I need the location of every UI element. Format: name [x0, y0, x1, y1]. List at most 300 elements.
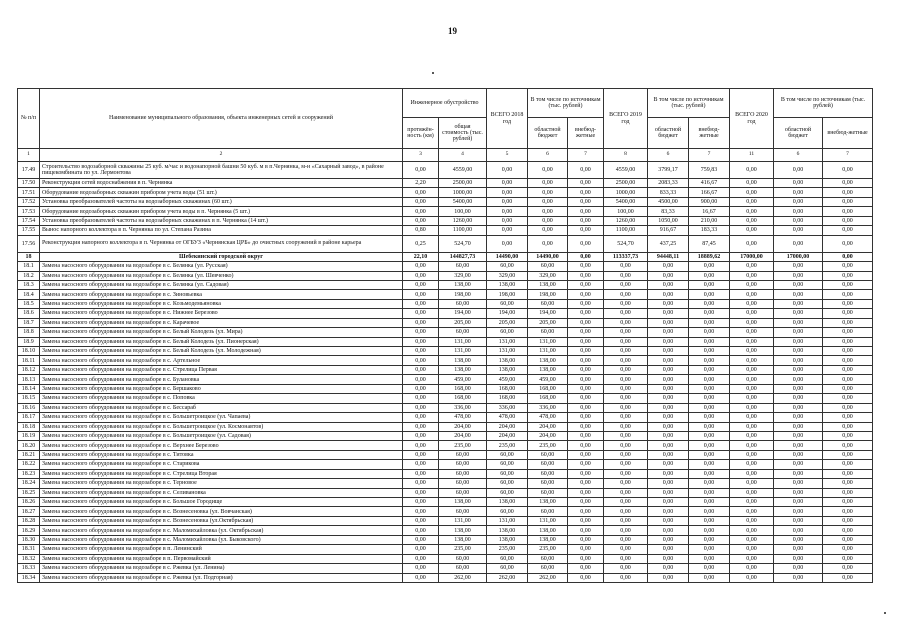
- row-number: 18.34: [18, 573, 40, 582]
- row-number: 18.3: [18, 280, 40, 289]
- row-total-2019: 0,00: [604, 375, 648, 384]
- row-extra-2018: 0,00: [568, 262, 604, 271]
- row-regional-2020: 0,00: [774, 441, 823, 450]
- row-length: 0,00: [403, 162, 439, 179]
- table-row: [18, 262, 873, 271]
- row-regional-2018: 0,00: [528, 197, 568, 206]
- row-number: 17.56: [18, 235, 40, 252]
- row-cost: 1260,00: [439, 216, 487, 225]
- row-cost: 60,00: [439, 507, 487, 516]
- row-regional-2020: 0,00: [774, 516, 823, 525]
- row-regional-2019: 0,00: [648, 507, 689, 516]
- row-regional-2018: 60,00: [528, 262, 568, 271]
- row-cost: 204,00: [439, 422, 487, 431]
- row-cost: 1100,00: [439, 226, 487, 235]
- row-number: 18.32: [18, 554, 40, 563]
- row-regional-2020: 17000,00: [774, 252, 823, 261]
- row-total-2019: 0,00: [604, 384, 648, 393]
- row-cost: 60,00: [439, 564, 487, 573]
- row-number: 18.10: [18, 347, 40, 356]
- row-regional-2019: 0,00: [648, 479, 689, 488]
- row-total-2020: 0,00: [730, 365, 774, 374]
- table-row: [18, 431, 873, 440]
- row-total-2019: 0,00: [604, 337, 648, 346]
- row-extra-2019: 0,00: [689, 516, 730, 525]
- row-extra-2018: 0,00: [568, 450, 604, 459]
- header-total-2020: ВСЕГО 2020 год: [730, 89, 774, 149]
- row-extra-2020: 0,00: [823, 226, 873, 235]
- table-row: [18, 422, 873, 431]
- row-extra-2020: 0,00: [823, 262, 873, 271]
- row-extra-2019: 0,00: [689, 413, 730, 422]
- row-name: Замена насосного оборудования на водозаборе в с. Булановка: [40, 375, 403, 384]
- row-total-2019: 0,00: [604, 403, 648, 412]
- row-cost: 1000,00: [439, 188, 487, 197]
- row-extra-2019: 0,00: [689, 328, 730, 337]
- row-length: 0,00: [403, 545, 439, 554]
- row-length: 0,00: [403, 479, 439, 488]
- column-number: 8: [604, 149, 648, 162]
- row-regional-2020: 0,00: [774, 460, 823, 469]
- row-total-2018: 131,00: [487, 337, 528, 346]
- row-extra-2018: 0,00: [568, 441, 604, 450]
- row-extra-2019: 0,00: [689, 299, 730, 308]
- row-cost: 198,00: [439, 290, 487, 299]
- row-cost: 138,00: [439, 365, 487, 374]
- row-regional-2019: 0,00: [648, 498, 689, 507]
- row-total-2020: 0,00: [730, 535, 774, 544]
- row-total-2018: 235,00: [487, 545, 528, 554]
- row-length: 0,00: [403, 299, 439, 308]
- row-name: Замена насосного оборудования на водозаборе в с. Большое Городище: [40, 498, 403, 507]
- row-name: Строительство водозаборной скважины 25 куб. м/час и водонапорной башни 50 куб. м в п.Чернянка, м-н «Сахарный завод», в районе пищекомбината по ул. Лермонтова: [40, 162, 403, 179]
- row-length: 0,25: [403, 235, 439, 252]
- row-regional-2019: 0,00: [648, 450, 689, 459]
- row-name: Замена насосного оборудования на водозаборе в п. Ленинский: [40, 545, 403, 554]
- row-total-2019: 0,00: [604, 516, 648, 525]
- row-extra-2018: 0,00: [568, 431, 604, 440]
- row-length: 0,00: [403, 188, 439, 197]
- row-name: Реконструкция напорного коллектора в п. Чернянка от ОГБУЗ «Чернянская ЦРБ» до очистных сооружений в районе карьера: [40, 235, 403, 252]
- row-regional-2020: 0,00: [774, 188, 823, 197]
- row-extra-2020: 0,00: [823, 498, 873, 507]
- row-name: Замена насосного оборудования на водозаборе в с. Белый Колодезь (ул. Молодежная): [40, 347, 403, 356]
- row-name: Замена насосного оборудования на водозаборе в с. Нижнее Березово: [40, 309, 403, 318]
- row-regional-2019: 0,00: [648, 422, 689, 431]
- scan-speck: [884, 612, 886, 614]
- row-total-2019: 0,00: [604, 431, 648, 440]
- row-regional-2020: 0,00: [774, 394, 823, 403]
- table-row: [18, 328, 873, 337]
- row-total-2019: 0,00: [604, 365, 648, 374]
- row-regional-2020: 0,00: [774, 271, 823, 280]
- row-number: 18.16: [18, 403, 40, 412]
- row-cost: 329,00: [439, 271, 487, 280]
- row-total-2019: 1000,00: [604, 188, 648, 197]
- row-number: 17.52: [18, 197, 40, 206]
- column-number: 6: [528, 149, 568, 162]
- row-total-2019: 5400,00: [604, 197, 648, 206]
- row-name: Шебекинский городской округ: [40, 252, 403, 261]
- row-number: 18.13: [18, 375, 40, 384]
- row-extra-2018: 0,00: [568, 479, 604, 488]
- row-total-2020: 0,00: [730, 573, 774, 582]
- row-name: Замена насосного оборудования на водозаборе в с. Ржевка (ул. Ленина): [40, 564, 403, 573]
- row-extra-2018: 0,00: [568, 564, 604, 573]
- row-total-2018: 459,00: [487, 375, 528, 384]
- row-extra-2019: 416,67: [689, 179, 730, 188]
- row-extra-2020: 0,00: [823, 573, 873, 582]
- row-extra-2018: 0,00: [568, 290, 604, 299]
- row-extra-2020: 0,00: [823, 422, 873, 431]
- row-extra-2018: 0,00: [568, 384, 604, 393]
- row-regional-2018: 60,00: [528, 469, 568, 478]
- row-total-2018: 60,00: [487, 564, 528, 573]
- row-total-2019: 2500,00: [604, 179, 648, 188]
- row-extra-2019: 900,00: [689, 197, 730, 206]
- row-total-2019: 0,00: [604, 526, 648, 535]
- header-sources-2020: В том числе по источникам (тыс. рублей): [774, 89, 873, 118]
- row-total-2020: 0,00: [730, 280, 774, 289]
- row-extra-2018: 0,00: [568, 188, 604, 197]
- row-length: 22,10: [403, 252, 439, 261]
- row-name: Оборудование водозаборных скважин прибором учета воды в п. Чернянка (5 шт.): [40, 207, 403, 216]
- row-name: Замена насосного оборудования на водозаборе в с. Белый Колодезь (ул. Мира): [40, 328, 403, 337]
- row-name: Замена насосного оборудования на водозаборе в с. Бершаково: [40, 384, 403, 393]
- row-length: 0,00: [403, 413, 439, 422]
- row-length: 0,00: [403, 262, 439, 271]
- row-regional-2018: 204,00: [528, 431, 568, 440]
- row-regional-2018: 168,00: [528, 394, 568, 403]
- row-regional-2018: 336,00: [528, 403, 568, 412]
- row-regional-2018: 0,00: [528, 162, 568, 179]
- row-total-2018: 168,00: [487, 394, 528, 403]
- row-total-2018: 138,00: [487, 356, 528, 365]
- table-row: [18, 347, 873, 356]
- row-extra-2019: 0,00: [689, 554, 730, 563]
- row-extra-2020: 0,00: [823, 479, 873, 488]
- column-number: 11: [730, 149, 774, 162]
- row-regional-2019: 0,00: [648, 469, 689, 478]
- row-cost: 262,00: [439, 573, 487, 582]
- row-total-2018: 60,00: [487, 460, 528, 469]
- table-row: [18, 318, 873, 327]
- row-name: Замена насосного оборудования на водозаборе в с. Большетроицкое (ул. Чапаева): [40, 413, 403, 422]
- row-extra-2018: 0,00: [568, 252, 604, 261]
- row-extra-2019: 0,00: [689, 488, 730, 497]
- table-row: [18, 526, 873, 535]
- row-name: Замена насосного оборудования на водозаборе в с. Карачевое: [40, 318, 403, 327]
- header-sources-2019: В том числе по источникам (тыс. рублей): [648, 89, 730, 118]
- row-total-2019: 0,00: [604, 299, 648, 308]
- row-extra-2020: 0,00: [823, 554, 873, 563]
- column-number: 7: [689, 149, 730, 162]
- column-number: 7: [823, 149, 873, 162]
- row-name: Замена насосного оборудования на водозаборе в с. Поповка: [40, 394, 403, 403]
- row-extra-2019: 0,00: [689, 356, 730, 365]
- row-extra-2018: 0,00: [568, 197, 604, 206]
- row-extra-2018: 0,00: [568, 216, 604, 225]
- table-row: [18, 573, 873, 582]
- row-extra-2020: 0,00: [823, 403, 873, 412]
- row-regional-2020: 0,00: [774, 197, 823, 206]
- row-extra-2020: 0,00: [823, 441, 873, 450]
- row-regional-2019: 0,00: [648, 554, 689, 563]
- row-extra-2019: 0,00: [689, 271, 730, 280]
- row-cost: 60,00: [439, 479, 487, 488]
- row-extra-2020: 0,00: [823, 179, 873, 188]
- row-total-2020: 0,00: [730, 197, 774, 206]
- row-regional-2018: 459,00: [528, 375, 568, 384]
- page-number: 19: [448, 26, 457, 36]
- row-cost: 205,00: [439, 318, 487, 327]
- row-total-2020: 0,00: [730, 290, 774, 299]
- row-extra-2020: 0,00: [823, 375, 873, 384]
- row-regional-2018: 60,00: [528, 554, 568, 563]
- row-regional-2020: 0,00: [774, 162, 823, 179]
- row-total-2019: 0,00: [604, 356, 648, 365]
- table-row: [18, 460, 873, 469]
- row-extra-2020: 0,00: [823, 535, 873, 544]
- row-extra-2020: 0,00: [823, 252, 873, 261]
- row-extra-2020: 0,00: [823, 337, 873, 346]
- table-row: [18, 375, 873, 384]
- row-extra-2020: 0,00: [823, 450, 873, 459]
- table-row: [18, 479, 873, 488]
- row-total-2019: 0,00: [604, 262, 648, 271]
- row-regional-2020: 0,00: [774, 554, 823, 563]
- table-row: [18, 394, 873, 403]
- row-total-2019: 0,00: [604, 280, 648, 289]
- row-length: 0,00: [403, 318, 439, 327]
- row-extra-2018: 0,00: [568, 507, 604, 516]
- row-total-2020: 0,00: [730, 328, 774, 337]
- table-row: [18, 235, 873, 252]
- row-regional-2020: 0,00: [774, 535, 823, 544]
- row-extra-2018: 0,00: [568, 460, 604, 469]
- row-total-2020: 0,00: [730, 216, 774, 225]
- table-row: [18, 554, 873, 563]
- row-extra-2020: 0,00: [823, 413, 873, 422]
- row-total-2018: 60,00: [487, 488, 528, 497]
- row-regional-2019: 0,00: [648, 384, 689, 393]
- header-engineering: Инженерное обустройство: [403, 89, 487, 118]
- row-regional-2019: 0,00: [648, 318, 689, 327]
- row-extra-2020: 0,00: [823, 197, 873, 206]
- row-total-2018: 194,00: [487, 309, 528, 318]
- row-total-2019: 4559,00: [604, 162, 648, 179]
- row-length: 0,00: [403, 309, 439, 318]
- header-cost: общая стоимость (тыс. рублей): [439, 118, 487, 149]
- row-name: Замена насосного оборудования на водозаборе в с. Ржевка (ул. Подгорная): [40, 573, 403, 582]
- row-cost: 235,00: [439, 441, 487, 450]
- column-number: 2: [40, 149, 403, 162]
- row-regional-2018: 60,00: [528, 564, 568, 573]
- row-length: 0,00: [403, 516, 439, 525]
- row-regional-2020: 0,00: [774, 403, 823, 412]
- row-total-2018: 204,00: [487, 431, 528, 440]
- row-number: 18.27: [18, 507, 40, 516]
- row-number: 18.18: [18, 422, 40, 431]
- row-number: 18.7: [18, 318, 40, 327]
- row-extra-2018: 0,00: [568, 535, 604, 544]
- row-extra-2019: 210,00: [689, 216, 730, 225]
- row-regional-2018: 204,00: [528, 422, 568, 431]
- row-cost: 60,00: [439, 460, 487, 469]
- table-row: [18, 516, 873, 525]
- header-regional-2020: областной бюджет: [774, 118, 823, 149]
- row-total-2019: 0,00: [604, 479, 648, 488]
- row-regional-2020: 0,00: [774, 573, 823, 582]
- row-extra-2020: 0,00: [823, 507, 873, 516]
- row-extra-2020: 0,00: [823, 356, 873, 365]
- row-regional-2020: 0,00: [774, 347, 823, 356]
- row-cost: 524,70: [439, 235, 487, 252]
- row-number: 18.22: [18, 460, 40, 469]
- row-extra-2020: 0,00: [823, 309, 873, 318]
- row-regional-2020: 0,00: [774, 318, 823, 327]
- row-number: 18.8: [18, 328, 40, 337]
- row-total-2018: 60,00: [487, 450, 528, 459]
- row-regional-2018: 0,00: [528, 188, 568, 197]
- row-regional-2019: 0,00: [648, 460, 689, 469]
- row-number: 17.54: [18, 216, 40, 225]
- row-length: 0,00: [403, 460, 439, 469]
- table-row: [18, 216, 873, 225]
- row-regional-2020: 0,00: [774, 375, 823, 384]
- row-total-2020: 0,00: [730, 384, 774, 393]
- row-extra-2020: 0,00: [823, 207, 873, 216]
- header-extra-2019: внебюд-жетные: [689, 118, 730, 149]
- row-total-2019: 0,00: [604, 318, 648, 327]
- row-total-2018: 0,00: [487, 216, 528, 225]
- row-length: 0,00: [403, 507, 439, 516]
- row-length: 0,00: [403, 280, 439, 289]
- row-total-2018: 262,00: [487, 573, 528, 582]
- table-row: [18, 413, 873, 422]
- row-regional-2018: 0,00: [528, 179, 568, 188]
- row-cost: 60,00: [439, 450, 487, 459]
- row-extra-2018: 0,00: [568, 516, 604, 525]
- row-regional-2020: 0,00: [774, 450, 823, 459]
- row-length: 0,00: [403, 207, 439, 216]
- row-total-2020: 0,00: [730, 498, 774, 507]
- row-extra-2018: 0,00: [568, 422, 604, 431]
- district-row: [18, 252, 873, 261]
- header-total-2019: ВСЕГО 2019 год: [604, 89, 648, 149]
- row-regional-2019: 0,00: [648, 441, 689, 450]
- table-row: [18, 403, 873, 412]
- column-number-row: [18, 149, 873, 162]
- row-total-2020: 0,00: [730, 162, 774, 179]
- row-total-2020: 0,00: [730, 507, 774, 516]
- table-row: [18, 188, 873, 197]
- row-total-2019: 1260,00: [604, 216, 648, 225]
- row-extra-2018: 0,00: [568, 162, 604, 179]
- row-total-2020: 0,00: [730, 488, 774, 497]
- row-regional-2019: 0,00: [648, 375, 689, 384]
- row-name: Замена насосного оборудования на водозаборе в с. Верхнее Березово: [40, 441, 403, 450]
- table-row: [18, 290, 873, 299]
- row-total-2020: 0,00: [730, 309, 774, 318]
- row-length: 0,00: [403, 394, 439, 403]
- row-extra-2020: 0,00: [823, 280, 873, 289]
- row-length: 0,00: [403, 422, 439, 431]
- row-total-2018: 138,00: [487, 280, 528, 289]
- row-extra-2020: 0,00: [823, 347, 873, 356]
- row-name: Замена насосного оборудования на водозаборе в с. Белянка (ул. Шевченко): [40, 271, 403, 280]
- row-extra-2018: 0,00: [568, 573, 604, 582]
- row-regional-2018: 131,00: [528, 337, 568, 346]
- row-extra-2018: 0,00: [568, 179, 604, 188]
- row-total-2020: 0,00: [730, 207, 774, 216]
- row-extra-2018: 0,00: [568, 356, 604, 365]
- row-total-2020: 0,00: [730, 479, 774, 488]
- table-row: [18, 488, 873, 497]
- row-extra-2018: 0,00: [568, 337, 604, 346]
- row-total-2020: 0,00: [730, 422, 774, 431]
- row-extra-2018: 0,00: [568, 375, 604, 384]
- row-name: Замена насосного оборудования на водозаборе в с. Козьмодемьяновка: [40, 299, 403, 308]
- row-regional-2018: 0,00: [528, 216, 568, 225]
- row-regional-2019: 0,00: [648, 394, 689, 403]
- row-number: 18.4: [18, 290, 40, 299]
- column-number: 4: [439, 149, 487, 162]
- row-total-2018: 138,00: [487, 526, 528, 535]
- row-total-2020: 0,00: [730, 226, 774, 235]
- row-number: 18.15: [18, 394, 40, 403]
- row-regional-2018: 235,00: [528, 441, 568, 450]
- row-cost: 138,00: [439, 535, 487, 544]
- row-length: 0,80: [403, 226, 439, 235]
- row-total-2018: 60,00: [487, 479, 528, 488]
- row-length: 0,00: [403, 498, 439, 507]
- row-regional-2019: 437,25: [648, 235, 689, 252]
- row-total-2019: 100,00: [604, 207, 648, 216]
- row-total-2018: 168,00: [487, 384, 528, 393]
- row-name: Оборудование водозаборных скважин прибором учета воды (51 шт.): [40, 188, 403, 197]
- row-total-2018: 336,00: [487, 403, 528, 412]
- row-extra-2020: 0,00: [823, 526, 873, 535]
- row-name: Замена насосного оборудования на водозаборе в с. Стрелица Первая: [40, 365, 403, 374]
- row-total-2019: 0,00: [604, 328, 648, 337]
- row-number: 18.21: [18, 450, 40, 459]
- row-total-2019: 0,00: [604, 488, 648, 497]
- row-cost: 138,00: [439, 280, 487, 289]
- header-extra-2018: внебюд-жетные: [568, 118, 604, 149]
- row-name: Замена насосного оборудования на водозаборе в с. Селивановка: [40, 488, 403, 497]
- row-name: Замена насосного оборудования на водозаборе в с. Маломихайловка (ул. Октябрьская): [40, 526, 403, 535]
- row-length: 0,00: [403, 290, 439, 299]
- table-body: [18, 162, 873, 583]
- row-extra-2019: 0,00: [689, 573, 730, 582]
- row-total-2019: 0,00: [604, 573, 648, 582]
- row-regional-2020: 0,00: [774, 365, 823, 374]
- row-regional-2018: 60,00: [528, 488, 568, 497]
- row-total-2018: 329,00: [487, 271, 528, 280]
- row-extra-2020: 0,00: [823, 328, 873, 337]
- table-row: [18, 450, 873, 459]
- row-regional-2019: 0,00: [648, 280, 689, 289]
- row-extra-2019: 0,00: [689, 469, 730, 478]
- row-regional-2019: 0,00: [648, 545, 689, 554]
- row-name: Замена насосного оборудования на водозаборе в с. Белянка (ул. Русская): [40, 262, 403, 271]
- row-total-2018: 0,00: [487, 179, 528, 188]
- row-total-2018: 0,00: [487, 162, 528, 179]
- investment-table: [17, 88, 873, 583]
- row-extra-2019: 16,67: [689, 207, 730, 216]
- row-extra-2019: 0,00: [689, 365, 730, 374]
